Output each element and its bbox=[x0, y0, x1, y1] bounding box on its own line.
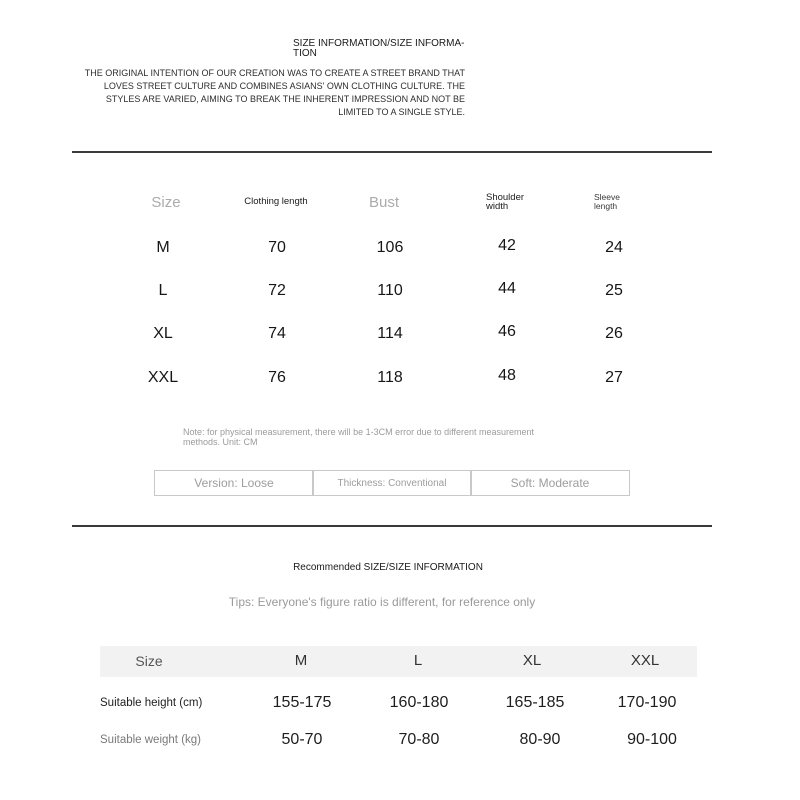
attribute-thickness-label: Thickness: Conventional bbox=[337, 477, 447, 489]
header-size: Size bbox=[151, 194, 181, 211]
recommended-header-size: Size bbox=[135, 653, 163, 669]
cell-clothing-length: 74 bbox=[268, 325, 286, 342]
size-info-title-line: TION bbox=[293, 47, 317, 59]
header-shoulder-width-line: width bbox=[486, 201, 509, 212]
row-label: Suitable weight (kg) bbox=[100, 734, 201, 746]
recommended-header-xl: XL bbox=[522, 652, 542, 669]
cell-clothing-length: 72 bbox=[268, 282, 286, 299]
recommended-header-m: M bbox=[294, 652, 308, 669]
cell-size: L bbox=[158, 282, 168, 299]
brand-description-line: LIMITED TO A SINGLE STYLE. bbox=[338, 107, 465, 117]
divider-middle bbox=[72, 525, 712, 527]
cell-sleeve-length: 26 bbox=[605, 325, 623, 342]
header-clothing-length: Clothing length bbox=[244, 196, 308, 207]
recommended-title: Recommended SIZE/SIZE INFORMATION bbox=[293, 562, 483, 573]
cell-shoulder-width: 44 bbox=[498, 280, 516, 297]
brand-description-line: LOVES STREET CULTURE AND COMBINES ASIANS' OWN CLOTHING CULTURE. THE bbox=[103, 81, 465, 91]
attribute-softness bbox=[470, 470, 630, 496]
header-bust: Bust bbox=[368, 194, 399, 211]
cell-bust: 106 bbox=[376, 239, 404, 256]
row-value: 70-80 bbox=[398, 731, 440, 748]
cell-clothing-length: 76 bbox=[268, 369, 286, 386]
cell-sleeve-length: 25 bbox=[605, 282, 623, 299]
brand-description bbox=[85, 67, 465, 119]
attribute-version bbox=[154, 470, 314, 496]
recommended-header-l: L bbox=[413, 652, 423, 669]
row-value: 90-100 bbox=[627, 731, 677, 748]
cell-shoulder-width: 48 bbox=[498, 367, 516, 384]
row-value: 170-190 bbox=[617, 694, 677, 711]
brand-description-line: THE ORIGINAL INTENTION OF OUR CREATION WAS TO CREATE A STREET BRAND THAT bbox=[84, 68, 465, 78]
header-sleeve-length-line: length bbox=[594, 201, 618, 211]
cell-sleeve-length: 24 bbox=[605, 239, 623, 256]
recommended-tip: Tips: Everyone's figure ratio is different, for reference only bbox=[228, 595, 536, 609]
attribute-softness-label: Soft: Moderate bbox=[510, 476, 590, 490]
cell-size: M bbox=[156, 239, 170, 256]
cell-size: XXL bbox=[147, 369, 179, 386]
cell-bust: 114 bbox=[377, 325, 403, 342]
header-sleeve-length-line: Sleeve bbox=[594, 192, 620, 202]
cell-sleeve-length: 27 bbox=[605, 369, 623, 386]
attribute-thickness bbox=[312, 470, 472, 496]
header-shoulder-width bbox=[486, 193, 524, 211]
size-info-title-line: SIZE INFORMATION/SIZE INFORMA- bbox=[293, 38, 465, 49]
row-label: Suitable height (cm) bbox=[100, 697, 203, 709]
measurement-note-line: methods. Unit: CM bbox=[183, 437, 258, 447]
measurement-note bbox=[183, 427, 534, 447]
cell-shoulder-width: 42 bbox=[498, 237, 516, 254]
header-shoulder-width-line: Shoulder bbox=[486, 192, 525, 203]
cell-shoulder-width: 46 bbox=[498, 323, 516, 340]
cell-clothing-length: 70 bbox=[268, 239, 286, 256]
size-info-title bbox=[293, 39, 464, 58]
attribute-version-label: Version: Loose bbox=[194, 476, 274, 490]
row-value: 155-175 bbox=[272, 694, 332, 711]
cell-bust: 110 bbox=[377, 282, 403, 299]
recommended-header-xxl: XXL bbox=[630, 652, 660, 669]
row-value: 50-70 bbox=[281, 731, 323, 748]
row-value: 165-185 bbox=[505, 694, 565, 711]
cell-size: XL bbox=[153, 325, 173, 342]
row-value: 160-180 bbox=[389, 694, 449, 711]
measurement-note-line: Note: for physical measurement, there will be 1-3CM error due to different measurement bbox=[183, 427, 534, 437]
header-sleeve-length bbox=[594, 193, 620, 211]
brand-description-line: STYLES ARE VARIED, AIMING TO BREAK THE INHERENT IMPRESSION AND NOT BE bbox=[105, 94, 465, 104]
cell-bust: 118 bbox=[377, 369, 403, 386]
row-value: 80-90 bbox=[519, 731, 561, 748]
divider-top bbox=[72, 151, 712, 153]
